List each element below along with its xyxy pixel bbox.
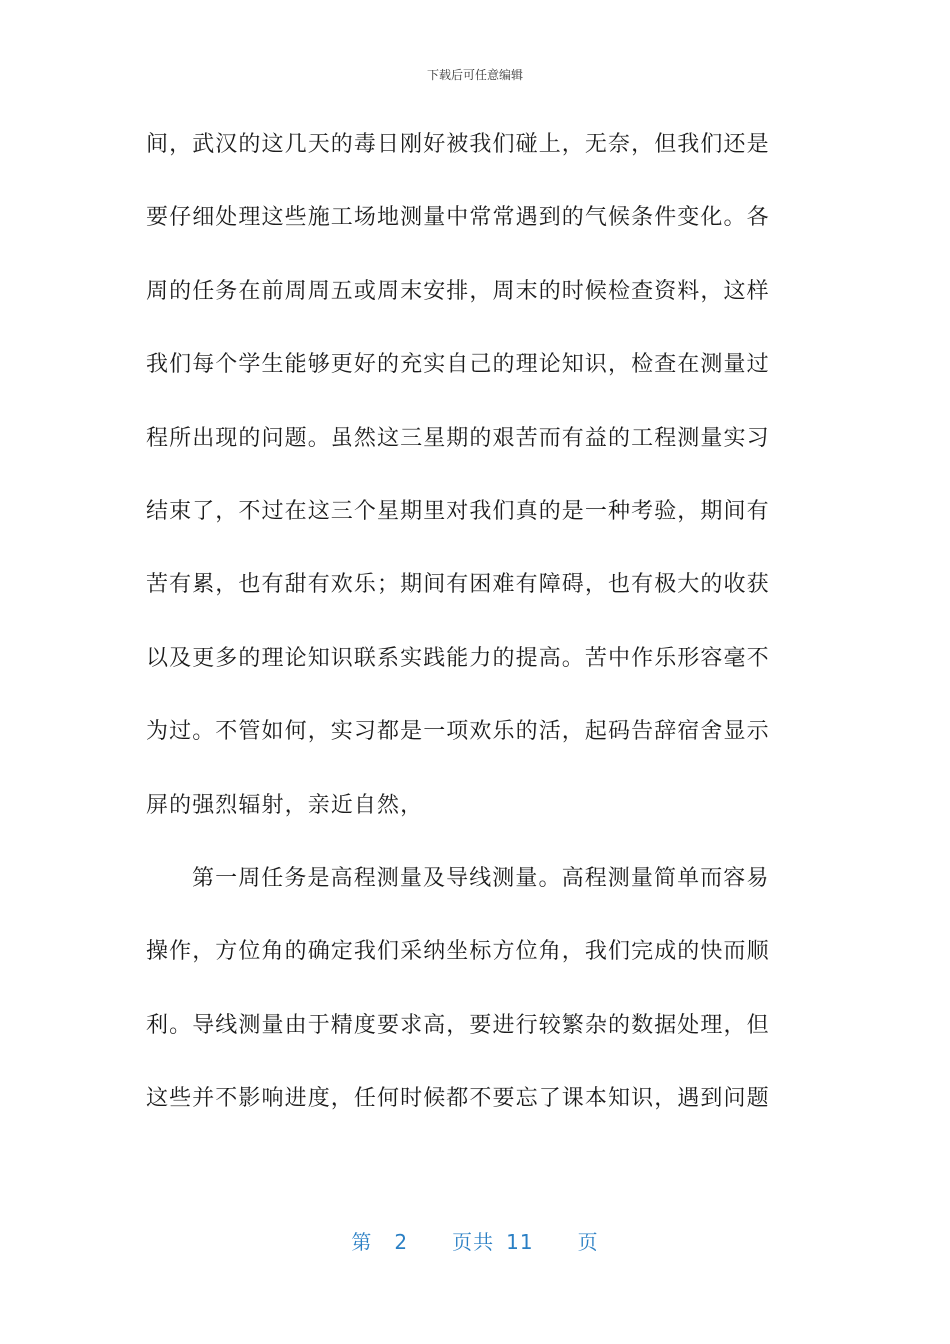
body-line: 我们每个学生能够更好的充实自己的理论知识，检查在测量过 bbox=[146, 352, 770, 378]
body-line: 间，武汉的这几天的毒日刚好被我们碰上，无奈，但我们还是 bbox=[146, 132, 770, 157]
body-line: 这些并不影响进度，任何时候都不要忘了课本知识，遇到问题 bbox=[146, 1086, 770, 1112]
paragraph-first-line: 第一周任务是高程测量及导线测量。高程测量简单而容易 bbox=[192, 865, 770, 891]
body-line: 操作，方位角的确定我们采纳坐标方位角，我们完成的快而顺 bbox=[146, 939, 770, 965]
page-footer bbox=[0, 1226, 950, 1255]
footer-middle: 页共 bbox=[452, 1230, 495, 1254]
body-line: 苦有累，也有甜有欢乐；期间有困难有障碍，也有极大的收获 bbox=[146, 572, 770, 598]
footer-prefix: 第 bbox=[351, 1230, 373, 1254]
body-line: 以及更多的理论知识联系实践能力的提高。苦中作乐形容毫不 bbox=[146, 645, 770, 671]
body-line: 为过。不管如何，实习都是一项欢乐的活，起码告辞宿舍显示 bbox=[146, 719, 770, 745]
footer-suffix: 页 bbox=[577, 1230, 599, 1254]
page-header: 下载后可任意编辑 bbox=[426, 68, 523, 82]
footer-page-number: 2 bbox=[394, 1230, 409, 1254]
body-line: 程所出现的问题。虽然这三星期的艰苦而有益的工程测量实习 bbox=[146, 425, 770, 451]
body-line: 要仔细处理这些施工场地测量中常常遇到的气候条件变化。各 bbox=[146, 205, 770, 231]
footer-total-pages: 11 bbox=[506, 1230, 534, 1254]
body-line: 利。导线测量由于精度要求高，要进行较繁杂的数据处理，但 bbox=[146, 1012, 770, 1038]
body-line: 屏的强烈辐射，亲近自然， bbox=[146, 792, 424, 818]
document-body bbox=[146, 127, 791, 1154]
body-line: 周的任务在前周周五或周末安排，周末的时候检查资料，这样 bbox=[146, 278, 770, 304]
body-line: 结束了，不过在这三个星期里对我们真的是一种考验，期间有 bbox=[146, 498, 770, 524]
